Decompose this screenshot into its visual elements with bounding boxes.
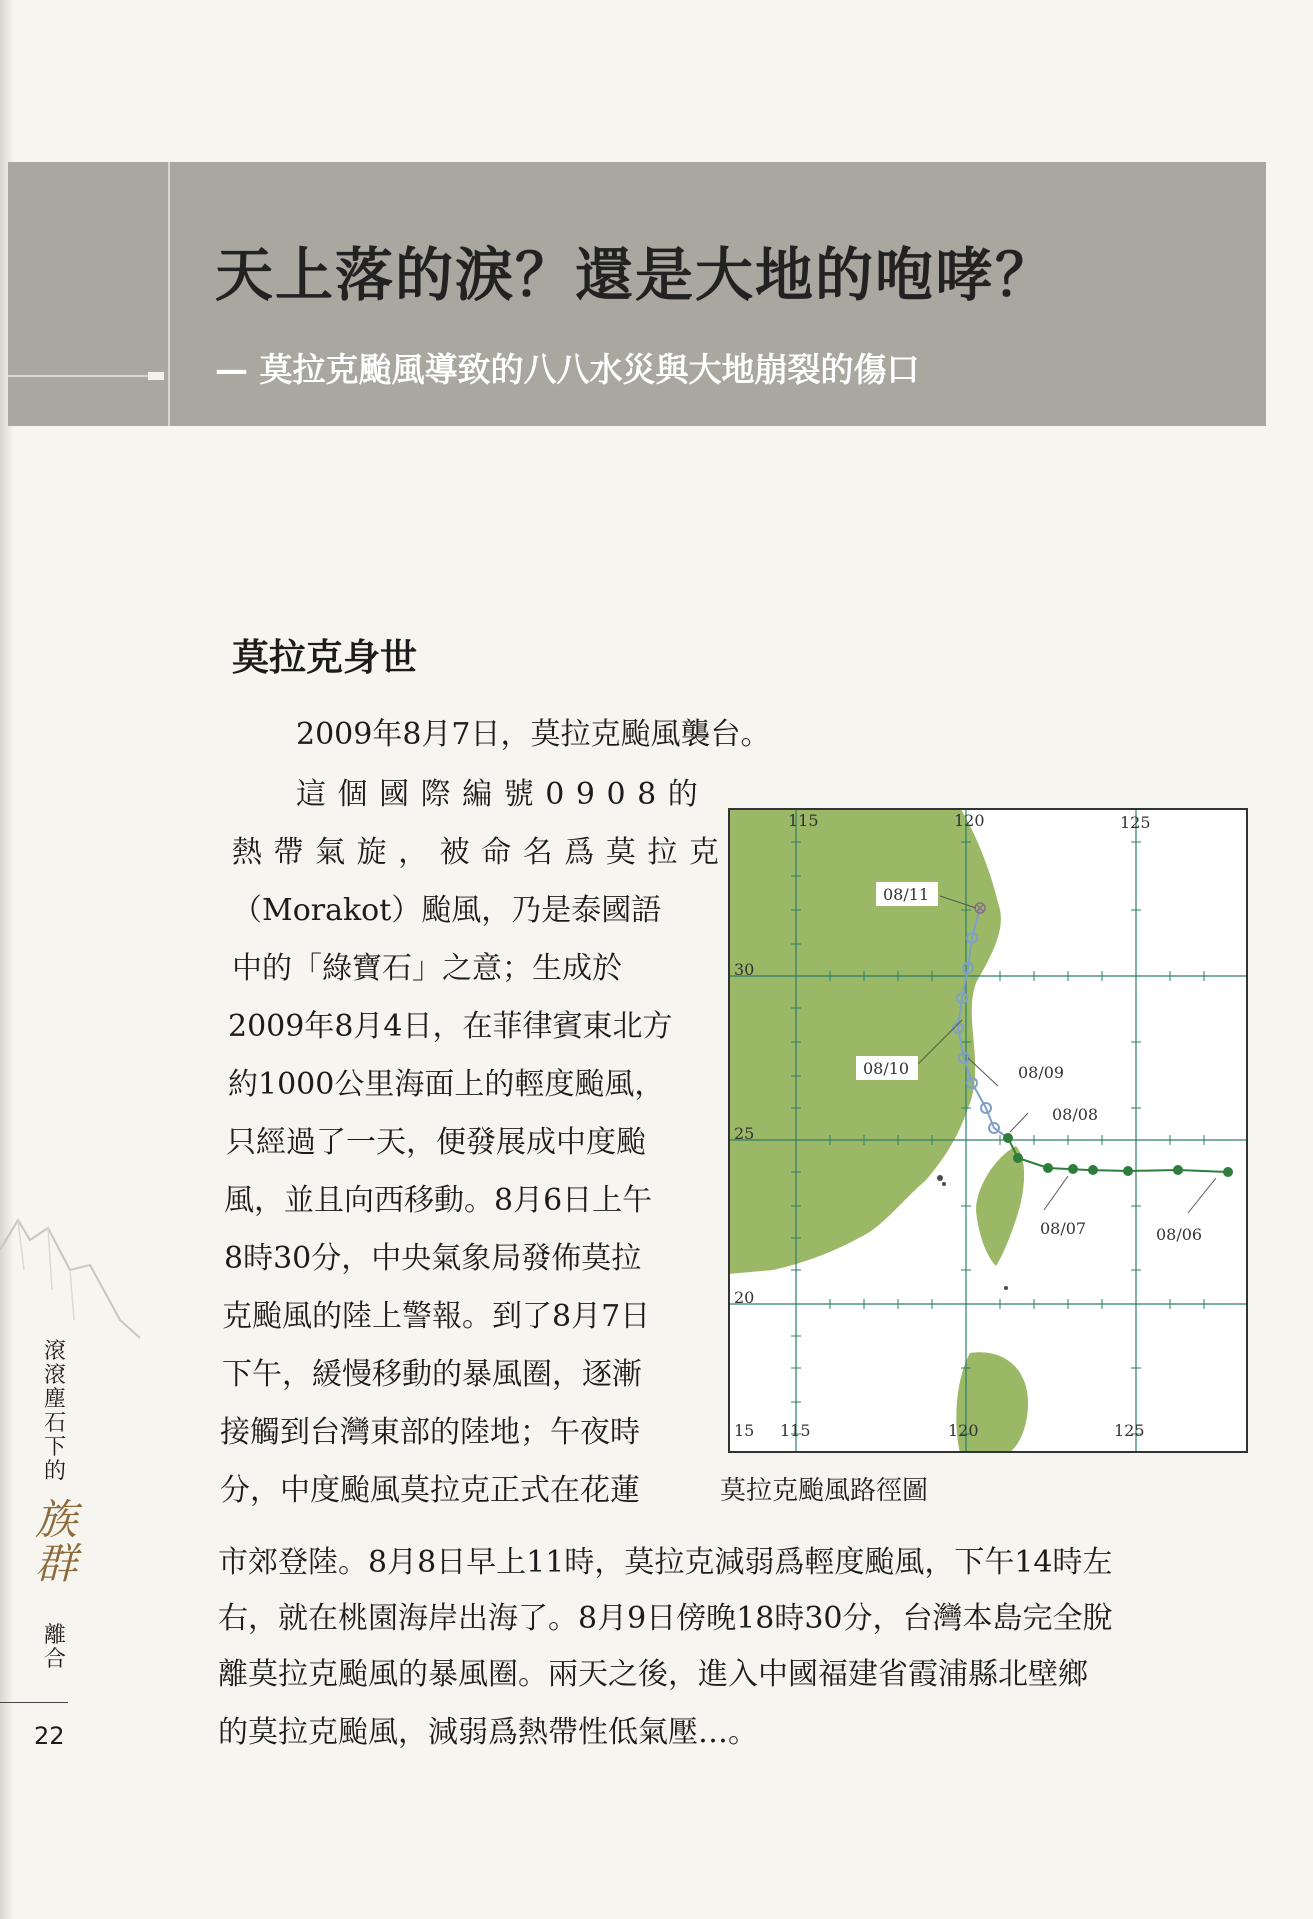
- chapter-title: 天上落的淚？還是大地的咆哮？: [215, 241, 1056, 309]
- body-line: 離莫拉克颱風的暴風圈。兩天之後，進入中國福建省霞浦縣北壁鄉: [218, 1657, 1088, 1692]
- lat-label-20: 20: [734, 1288, 755, 1307]
- mountain-sketch: [0, 1210, 140, 1340]
- body-line: 克颱風的陸上警報。到了8月7日: [222, 1299, 651, 1334]
- body-line: 熱 帶 氣 旋 ， 被 命 名 爲 莫 拉 克: [232, 835, 720, 870]
- lon-label-120: 120: [954, 811, 985, 830]
- series-title-script: 族群: [34, 1495, 77, 1588]
- lon-label-115: 115: [788, 811, 819, 830]
- lon-label-bottom-115: 115: [780, 1421, 811, 1440]
- lat-label-25: 25: [734, 1124, 755, 1143]
- body-line: 2009年8月4日，在菲律賓東北方: [228, 1009, 673, 1044]
- map-caption: 莫拉克颱風路徑圖: [720, 1476, 929, 1506]
- body-line: 只經過了一天，便發展成中度颱: [226, 1125, 646, 1160]
- lat-label-30: 30: [734, 960, 755, 979]
- typhoon-track-map: [728, 808, 1248, 1453]
- body-line: 接觸到台灣東部的陸地；午夜時: [220, 1415, 640, 1450]
- lon-label-bottom-120: 120: [948, 1421, 979, 1440]
- body-line: 8時30分，中央氣象局發佈莫拉: [224, 1241, 642, 1276]
- banner-divider-vertical: [168, 162, 170, 426]
- body-line: 市郊登陸。8月8日早上11時，莫拉克減弱爲輕度颱風，下午14時左: [218, 1545, 1113, 1580]
- lon-label-125: 125: [1120, 813, 1151, 832]
- body-line: 這 個 國 際 編 號 0 9 0 8 的: [296, 777, 699, 812]
- map-island: [1004, 1286, 1008, 1290]
- body-line: 中的「綠寶石」之意；生成於: [232, 951, 622, 986]
- date-label-0809: 08/09: [1018, 1063, 1065, 1082]
- section-heading: 莫拉克身世: [232, 635, 417, 679]
- date-label-0810: 08/10: [863, 1059, 910, 1078]
- date-label-0811: 08/11: [883, 885, 930, 904]
- lon-label-bottom-125: 125: [1114, 1421, 1145, 1440]
- body-line: 的莫拉克颱風，減弱爲熱帶性低氣壓…。: [218, 1715, 758, 1750]
- body-line: 約1000公里海面上的輕度颱風，: [228, 1067, 665, 1102]
- series-title-vertical-end: 離合: [43, 1623, 66, 1672]
- banner-mark: [148, 372, 164, 380]
- date-label-0806: 08/06: [1156, 1225, 1203, 1244]
- map-island: [942, 1182, 946, 1186]
- chapter-subtitle: — 莫拉克颱風導致的八八水災與大地崩裂的傷口: [215, 350, 920, 389]
- date-label-0807: 08/07: [1040, 1219, 1087, 1238]
- map-island: [937, 1175, 943, 1181]
- body-line: （Morakot）颱風，乃是泰國語: [232, 893, 662, 928]
- series-title-vertical: 滾滾塵石下的: [43, 1339, 66, 1484]
- date-label-0808: 08/08: [1052, 1105, 1099, 1124]
- page-number-rule: [0, 1702, 68, 1703]
- body-line: 下午，緩慢移動的暴風圈，逐漸: [222, 1357, 642, 1392]
- body-line: 風，並且向西移動。8月6日上午: [224, 1183, 653, 1218]
- page-number: 22: [34, 1722, 65, 1750]
- body-line: 分，中度颱風莫拉克正式在花蓮: [220, 1473, 640, 1508]
- lon-label-bottom-15: 15: [734, 1421, 755, 1440]
- body-line: 右，就在桃園海岸出海了。8月9日傍晚18時30分，台灣本島完全脫: [218, 1601, 1113, 1636]
- banner-divider-horizontal: [8, 375, 158, 377]
- body-line: 2009年8月7日，莫拉克颱風襲台。: [296, 717, 771, 752]
